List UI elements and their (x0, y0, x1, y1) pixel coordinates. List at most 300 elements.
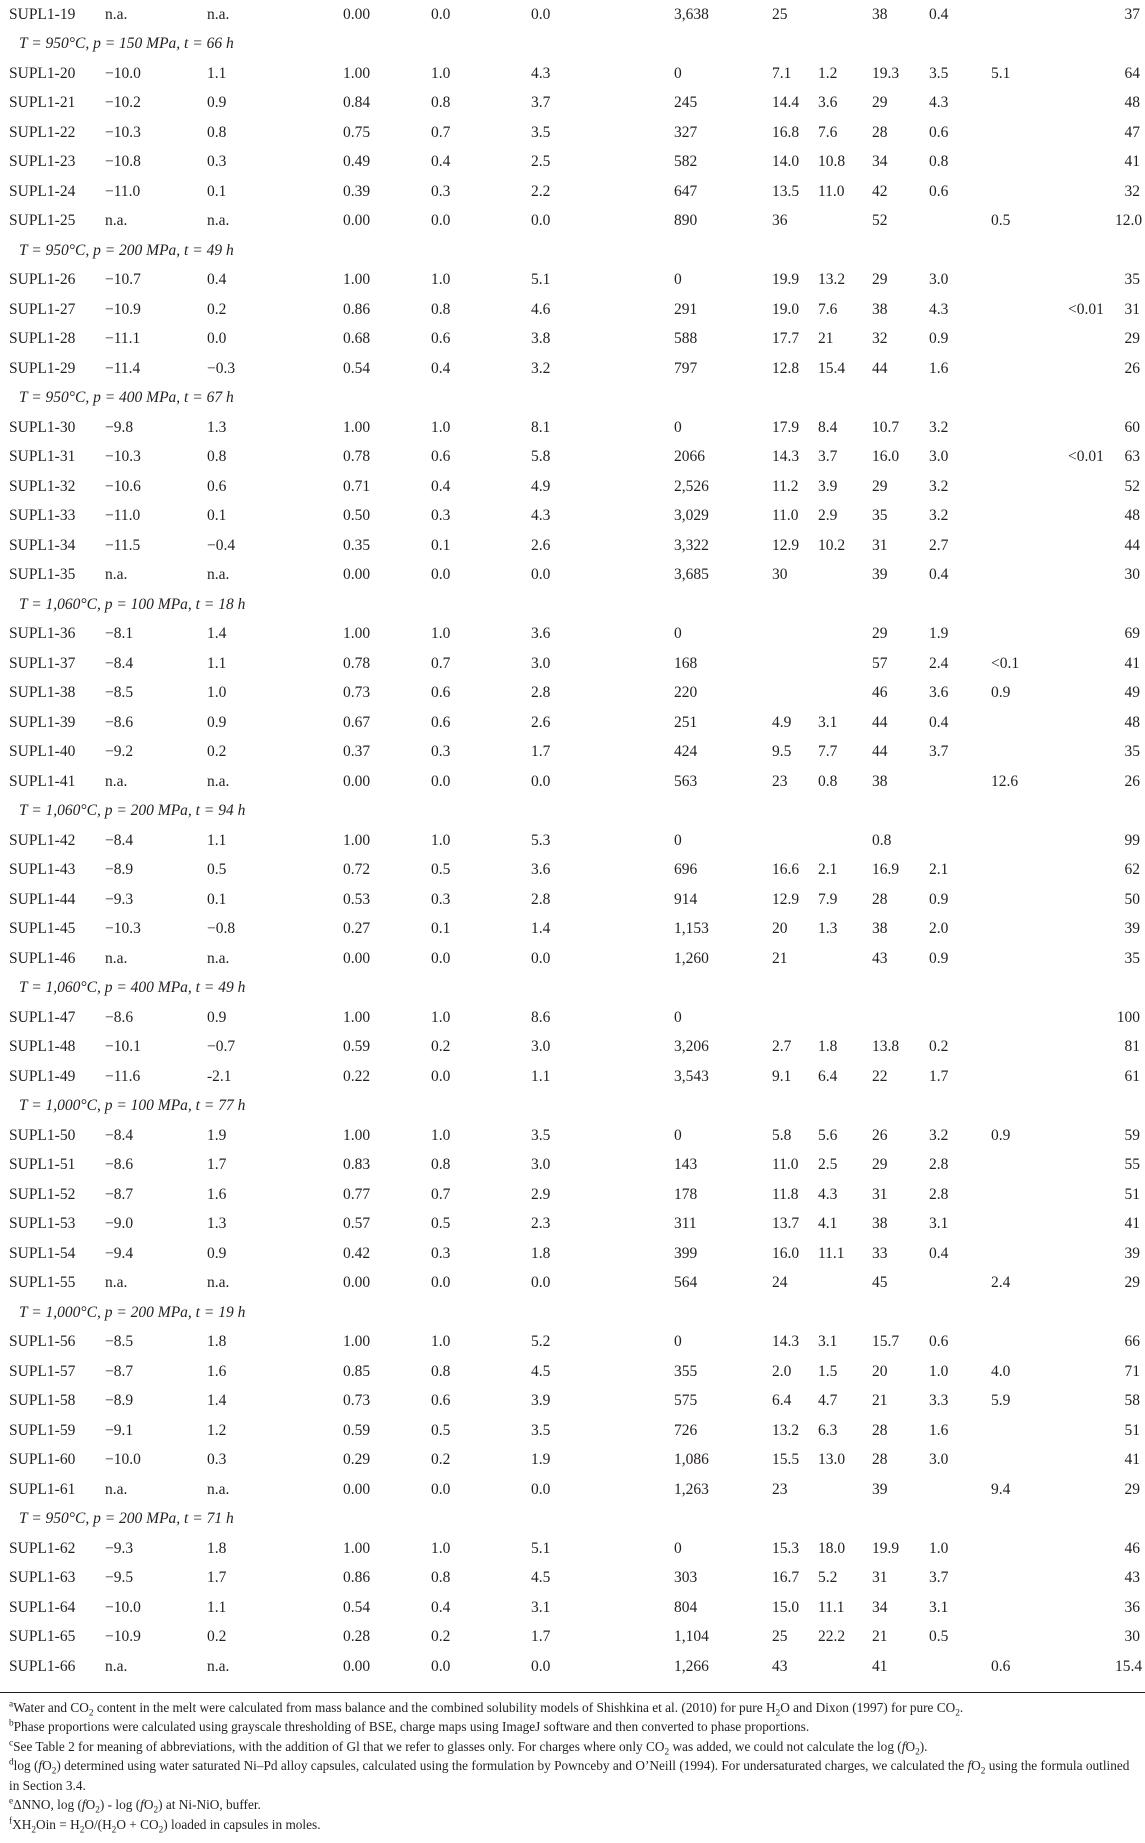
table-cell: 0.9 (929, 330, 949, 348)
table-cell: 1.00 (343, 1539, 371, 1557)
table-cell: 3.5 (531, 1421, 551, 1439)
table-row (0, 826, 1145, 856)
table-cell: 0.6 (991, 1657, 1011, 1675)
table-cell: 0.4 (431, 359, 451, 377)
table-cell: 0.4 (929, 5, 949, 23)
table-cell: 11.8 (772, 1185, 799, 1203)
table-cell (1068, 649, 1115, 679)
table-cell: 5.1 (531, 271, 551, 289)
table-cell: n.a. (105, 212, 128, 230)
table-cell: −10.9 (105, 1628, 141, 1646)
table-cell: 0.6 (929, 123, 949, 141)
table-cell: 11.0 (818, 182, 845, 200)
table-cell: 16.6 (772, 861, 800, 879)
table-cell: 0.6 (929, 1333, 949, 1351)
condition-label: T = 950°C, p = 400 MPa, t = 67 h (19, 389, 234, 407)
table-cell: 31 (872, 1185, 888, 1203)
table-cell: 19.3 (872, 64, 900, 82)
table-cell: 1.00 (343, 64, 371, 82)
table-cell: 1,263 (674, 1480, 709, 1498)
table-cell: 564 (674, 1274, 698, 1292)
table-cell: 12.0 (1115, 212, 1143, 230)
table-cell: 13.2 (818, 271, 846, 289)
table-cell: 0.2 (929, 1038, 949, 1056)
table-cell: 39 (872, 1480, 888, 1498)
table-row (0, 1446, 1145, 1476)
table-cell: 61 (1124, 1067, 1140, 1085)
sample-id-cell: SUPL1-65 (9, 1628, 76, 1646)
table-cell (1068, 1652, 1115, 1682)
table-cell (772, 649, 818, 679)
table-cell: 0.8 (431, 1156, 451, 1174)
table-cell: 4.3 (929, 94, 949, 112)
table-cell: 0.54 (343, 1598, 371, 1616)
table-row (0, 561, 1145, 591)
table-cell: 1.00 (343, 1333, 371, 1351)
table-cell: 23 (772, 1480, 788, 1498)
table-cell: 28 (872, 1421, 888, 1439)
table-cell: 1.0 (431, 831, 451, 849)
table-cell: 0.00 (343, 772, 371, 790)
table-cell (991, 1180, 1068, 1210)
table-row (0, 1239, 1145, 1269)
sample-id-cell: SUPL1-61 (9, 1480, 76, 1498)
table-cell (929, 1475, 991, 1505)
table-cell: 45 (872, 1274, 888, 1292)
table-cell: 21 (872, 1392, 888, 1410)
table-cell (991, 1564, 1068, 1594)
table-cell: 0.2 (207, 300, 227, 318)
table-cell (818, 826, 872, 856)
table-cell: 0.75 (343, 123, 371, 141)
table-cell: 0.85 (343, 1362, 371, 1380)
table-cell: 15.4 (818, 359, 846, 377)
table-cell: 2.8 (531, 890, 551, 908)
table-cell: 0.53 (343, 890, 371, 908)
table-cell: 2.5 (818, 1156, 838, 1174)
table-cell: 38 (872, 1215, 888, 1233)
table-cell: 4.9 (772, 713, 792, 731)
table-cell: 0.0 (531, 5, 551, 23)
table-cell: 1.6 (929, 1421, 949, 1439)
table-cell: 71 (1124, 1362, 1140, 1380)
table-cell (991, 89, 1068, 119)
table-cell: 303 (674, 1569, 698, 1587)
footnote-text: ΔNNO, $\log (fO_2)$ - $\log (fO_2)$ at Ni-NiO, buffer. (13, 1797, 261, 1816)
table-cell: 0.5 (991, 212, 1011, 230)
table-cell: 39 (1124, 1244, 1140, 1262)
table-cell: 3.1 (929, 1215, 949, 1233)
table-cell: 2.5 (531, 153, 551, 171)
table-cell: 13.5 (772, 182, 800, 200)
table-cell: 34 (872, 153, 888, 171)
condition-label: T = 1,000°C, p = 200 MPa, t = 19 h (19, 1303, 246, 1321)
table-cell: 52 (1124, 477, 1140, 495)
sample-id-cell: SUPL1-66 (9, 1657, 76, 1675)
table-row (0, 1062, 1145, 1092)
table-cell: 0.8 (431, 1569, 451, 1587)
table-cell: 0.7 (431, 1185, 451, 1203)
table-row (0, 856, 1145, 886)
table-cell: 1.0 (431, 1126, 451, 1144)
table-cell: 15.4 (1115, 1657, 1143, 1675)
table-cell: 7.6 (818, 300, 838, 318)
table-cell (991, 1446, 1068, 1476)
table-row (0, 767, 1145, 797)
footnote (9, 1698, 1137, 1718)
footnote-mark: a (9, 1699, 14, 1710)
table-cell: −8.7 (105, 1362, 134, 1380)
footnote (9, 1737, 1137, 1757)
table-cell: 14.4 (772, 94, 800, 112)
table-cell: n.a. (207, 212, 230, 230)
table-row (0, 207, 1145, 237)
table-row (0, 89, 1145, 119)
sample-id-cell: SUPL1-45 (9, 920, 76, 938)
table-cell: 0.7 (431, 123, 451, 141)
table-cell (1068, 679, 1115, 709)
footnote (9, 1717, 1137, 1737)
table-cell (991, 266, 1068, 296)
table-cell (1068, 1357, 1115, 1387)
table-cell: 0.3 (431, 1244, 451, 1262)
table-cell: 14.3 (772, 1333, 800, 1351)
table-cell: −0.3 (207, 359, 236, 377)
table-cell: 0.1 (207, 507, 227, 525)
sample-id-cell: SUPL1-64 (9, 1598, 76, 1616)
table-cell: 1.0 (929, 1539, 949, 1557)
table-row (0, 1357, 1145, 1387)
table-cell (1068, 1210, 1115, 1240)
table-cell: 327 (674, 123, 698, 141)
table-cell: 11.1 (818, 1598, 845, 1616)
table-cell: −8.4 (105, 1126, 134, 1144)
table-cell: 17.9 (772, 418, 800, 436)
table-cell: 0.5 (207, 861, 227, 879)
table-cell: 21 (818, 330, 834, 348)
table-cell: 30 (772, 566, 788, 584)
table-cell: 35 (1124, 949, 1140, 967)
table-cell: 0.0 (531, 772, 551, 790)
table-row (0, 1180, 1145, 1210)
table-cell: 0.1 (431, 536, 451, 554)
table-cell: 0.57 (343, 1215, 371, 1233)
table-cell: 7.9 (818, 890, 838, 908)
condition-row (0, 797, 1145, 827)
table-cell: 0.78 (343, 654, 371, 672)
sample-id-cell: SUPL1-33 (9, 507, 76, 525)
table-cell: 39 (872, 566, 888, 584)
table-cell: 36 (1124, 1598, 1140, 1616)
table-cell: 0.1 (207, 890, 227, 908)
table-cell: 5.9 (991, 1392, 1011, 1410)
table-cell: 3,029 (674, 507, 709, 525)
table-cell: 3,638 (674, 5, 709, 23)
table-cell: 0.0 (431, 566, 451, 584)
sample-id-cell: SUPL1-34 (9, 536, 76, 554)
table-cell: 2.9 (818, 507, 838, 525)
table-cell: 0.4 (431, 477, 451, 495)
table-cell: 0.59 (343, 1421, 371, 1439)
table-cell: 0.8 (431, 1362, 451, 1380)
table-cell: 0.4 (207, 271, 227, 289)
table-cell (991, 826, 1068, 856)
table-cell: 5.8 (531, 448, 551, 466)
table-cell: 582 (674, 153, 698, 171)
table-cell: 2.8 (929, 1185, 949, 1203)
table-cell: 0.00 (343, 5, 371, 23)
table-cell: −9.3 (105, 1539, 134, 1557)
table-cell: 1.7 (207, 1156, 227, 1174)
table-cell (1068, 502, 1115, 532)
table-cell: 18.0 (818, 1539, 846, 1557)
table-cell: 0.3 (431, 890, 451, 908)
table-cell: 1.8 (207, 1333, 227, 1351)
table-cell: 12.6 (991, 772, 1019, 790)
table-cell: n.a. (105, 1657, 128, 1675)
table-cell: 59 (1124, 1126, 1140, 1144)
table-cell: −9.5 (105, 1569, 134, 1587)
table-cell: 3.2 (929, 507, 949, 525)
table-cell: 46 (872, 684, 888, 702)
table-cell: 6.4 (818, 1067, 838, 1085)
footnote (9, 1795, 1137, 1815)
table-cell (1068, 1623, 1115, 1653)
table-cell (772, 826, 818, 856)
table-cell: 1.7 (531, 743, 551, 761)
table-cell: 3.6 (531, 861, 551, 879)
sample-id-cell: SUPL1-24 (9, 182, 76, 200)
table-cell: 1.4 (531, 920, 551, 938)
table-cell: <0.01 (1068, 448, 1104, 466)
sample-id-cell: SUPL1-53 (9, 1215, 76, 1233)
table-cell: 245 (674, 94, 698, 112)
sample-id-cell: SUPL1-57 (9, 1362, 76, 1380)
table-cell: n.a. (105, 772, 128, 790)
table-cell: 46 (1124, 1539, 1140, 1557)
table-cell: 1.3 (207, 1215, 227, 1233)
table-cell: 43 (872, 949, 888, 967)
table-cell: 4.0 (991, 1362, 1011, 1380)
table-cell: 31 (872, 1569, 888, 1587)
sample-id-cell: SUPL1-41 (9, 772, 76, 790)
table-cell (1068, 207, 1115, 237)
table-cell: 0.37 (343, 743, 371, 761)
table-cell (991, 443, 1068, 473)
table-cell: 35 (1124, 743, 1140, 761)
table-cell: 11.0 (772, 1156, 799, 1174)
table-cell: 10.7 (872, 418, 900, 436)
table-cell: 9.1 (772, 1067, 792, 1085)
table-row (0, 1593, 1145, 1623)
condition-row (0, 1298, 1145, 1328)
table-cell: −8.1 (105, 625, 134, 643)
table-cell: 0.0 (431, 1657, 451, 1675)
table-cell: n.a. (207, 1274, 230, 1292)
table-cell: 1.0 (929, 1362, 949, 1380)
table-cell: 0.8 (431, 94, 451, 112)
table-cell: 48 (1124, 94, 1140, 112)
table-cell: 563 (674, 772, 698, 790)
table-cell: 0.4 (929, 566, 949, 584)
table-cell: 0.27 (343, 920, 371, 938)
table-cell: 0.2 (207, 743, 227, 761)
table-cell: 2.2 (531, 182, 551, 200)
table-cell (929, 767, 991, 797)
table-cell: −8.9 (105, 1392, 134, 1410)
sample-id-cell: SUPL1-47 (9, 1008, 76, 1026)
table-cell: 29 (872, 1156, 888, 1174)
table-cell: 0.1 (207, 182, 227, 200)
table-cell: 31 (872, 536, 888, 554)
table-cell: 914 (674, 890, 698, 908)
table-row (0, 885, 1145, 915)
table-cell: 143 (674, 1156, 698, 1174)
table-cell: 1.4 (207, 1392, 227, 1410)
condition-label: T = 1,000°C, p = 100 MPa, t = 77 h (19, 1097, 246, 1115)
table-cell: 0.0 (531, 1480, 551, 1498)
table-cell: 1.5 (818, 1362, 838, 1380)
table-cell: −9.4 (105, 1244, 134, 1262)
table-cell: 19.9 (772, 271, 800, 289)
table-cell: 28 (872, 123, 888, 141)
table-cell: 29 (1124, 1274, 1140, 1292)
table-cell: 1.3 (207, 418, 227, 436)
table-cell: 0.6 (431, 684, 451, 702)
table-cell: 0.28 (343, 1628, 371, 1646)
table-cell: 0.0 (431, 772, 451, 790)
table-cell: 51 (1124, 1421, 1140, 1439)
table-cell: 0.8 (431, 300, 451, 318)
table-cell: n.a. (105, 566, 128, 584)
table-cell: 29 (872, 477, 888, 495)
table-cell: 0.3 (207, 1451, 227, 1469)
table-cell: 13.0 (818, 1451, 846, 1469)
table-cell: 0.6 (431, 330, 451, 348)
table-cell (991, 118, 1068, 148)
table-cell: 220 (674, 684, 698, 702)
table-cell (1068, 1416, 1115, 1446)
table-cell: 44 (1124, 536, 1140, 554)
table-cell: 2.0 (772, 1362, 792, 1380)
table-cell: 0.2 (207, 1628, 227, 1646)
table-cell: n.a. (105, 5, 128, 23)
table-cell: 3.6 (818, 94, 838, 112)
table-cell: 15.7 (872, 1333, 900, 1351)
table-cell: 0.9 (991, 1126, 1011, 1144)
table-cell: 0.73 (343, 1392, 371, 1410)
table-cell: 2.7 (772, 1038, 792, 1056)
table-cell: 0.0 (431, 1274, 451, 1292)
table-cell: 13.2 (772, 1421, 800, 1439)
table-cell: 1.00 (343, 625, 371, 643)
table-cell: 1.6 (207, 1185, 227, 1203)
table-cell: 3.0 (929, 271, 949, 289)
table-cell: n.a. (105, 1480, 128, 1498)
table-cell: 11.2 (772, 477, 799, 495)
table-row (0, 649, 1145, 679)
table-cell: 3.5 (531, 1126, 551, 1144)
table-row (0, 413, 1145, 443)
table-cell: 11.1 (818, 1244, 845, 1262)
table-cell (1068, 1003, 1115, 1033)
table-row (0, 944, 1145, 974)
table-cell: 29 (872, 271, 888, 289)
table-cell: 0.86 (343, 1569, 371, 1587)
sample-id-cell: SUPL1-58 (9, 1392, 76, 1410)
table-cell: 32 (872, 330, 888, 348)
table-cell: −8.6 (105, 713, 134, 731)
sample-id-cell: SUPL1-36 (9, 625, 76, 643)
table-cell: 3.7 (929, 1569, 949, 1587)
sample-id-cell: SUPL1-38 (9, 684, 76, 702)
table-cell: −10.7 (105, 271, 141, 289)
table-cell: 16.9 (872, 861, 900, 879)
table-cell: 28 (872, 1451, 888, 1469)
footnote (9, 1756, 1137, 1795)
sample-id-cell: SUPL1-44 (9, 890, 76, 908)
table-cell (991, 1003, 1068, 1033)
table-cell (1068, 915, 1115, 945)
sample-id-cell: SUPL1-60 (9, 1451, 76, 1469)
table-cell: 66 (1124, 1333, 1140, 1351)
condition-label: T = 950°C, p = 200 MPa, t = 49 h (19, 241, 234, 259)
table-cell: 30 (1124, 566, 1140, 584)
table-cell: 12.9 (772, 890, 800, 908)
table-row (0, 1328, 1145, 1358)
table-cell: 0.1 (431, 920, 451, 938)
table-cell: 3.1 (929, 1598, 949, 1616)
table-cell: 0.0 (431, 1480, 451, 1498)
table-cell: 41 (1124, 153, 1140, 171)
table-cell (991, 1062, 1068, 1092)
table-cell (772, 679, 818, 709)
table-row (0, 1387, 1145, 1417)
table-cell: 0.5 (929, 1628, 949, 1646)
table-cell: 35 (1124, 271, 1140, 289)
table-cell: 890 (674, 212, 698, 230)
table-cell (1068, 413, 1115, 443)
table-cell: 5.1 (531, 1539, 551, 1557)
table-cell: 0.2 (431, 1451, 451, 1469)
table-cell: −11.6 (105, 1067, 141, 1085)
table-cell: −8.6 (105, 1156, 134, 1174)
table-cell (818, 679, 872, 709)
condition-row (0, 30, 1145, 60)
table-cell: 0.4 (431, 1598, 451, 1616)
table-cell: 0.42 (343, 1244, 371, 1262)
table-cell: 0.3 (431, 743, 451, 761)
footnote-text: See Table 2 for meaning of abbreviations, with the addition of Gl that we refer to glasses only. For charges where only $CO_2$ was added, we could not calculate the $\log (fO_2)$. (13, 1738, 928, 1758)
table-cell: 0.54 (343, 359, 371, 377)
table-row (0, 1003, 1145, 1033)
table-cell (929, 207, 991, 237)
table-cell (1068, 944, 1115, 974)
table-cell: 1.00 (343, 271, 371, 289)
table-cell: 1,260 (674, 949, 709, 967)
sample-id-cell: SUPL1-55 (9, 1274, 76, 1292)
table-cell: -2.1 (207, 1067, 232, 1085)
table-cell: 1.00 (343, 1126, 371, 1144)
table-cell (991, 325, 1068, 355)
condition-row (0, 974, 1145, 1004)
table-cell: 20 (772, 920, 788, 938)
table-cell: 1.1 (207, 831, 227, 849)
table-cell: 1.8 (531, 1244, 551, 1262)
table-cell: 0.9 (929, 949, 949, 967)
table-cell: −11.4 (105, 359, 141, 377)
table-cell (1068, 1033, 1115, 1063)
